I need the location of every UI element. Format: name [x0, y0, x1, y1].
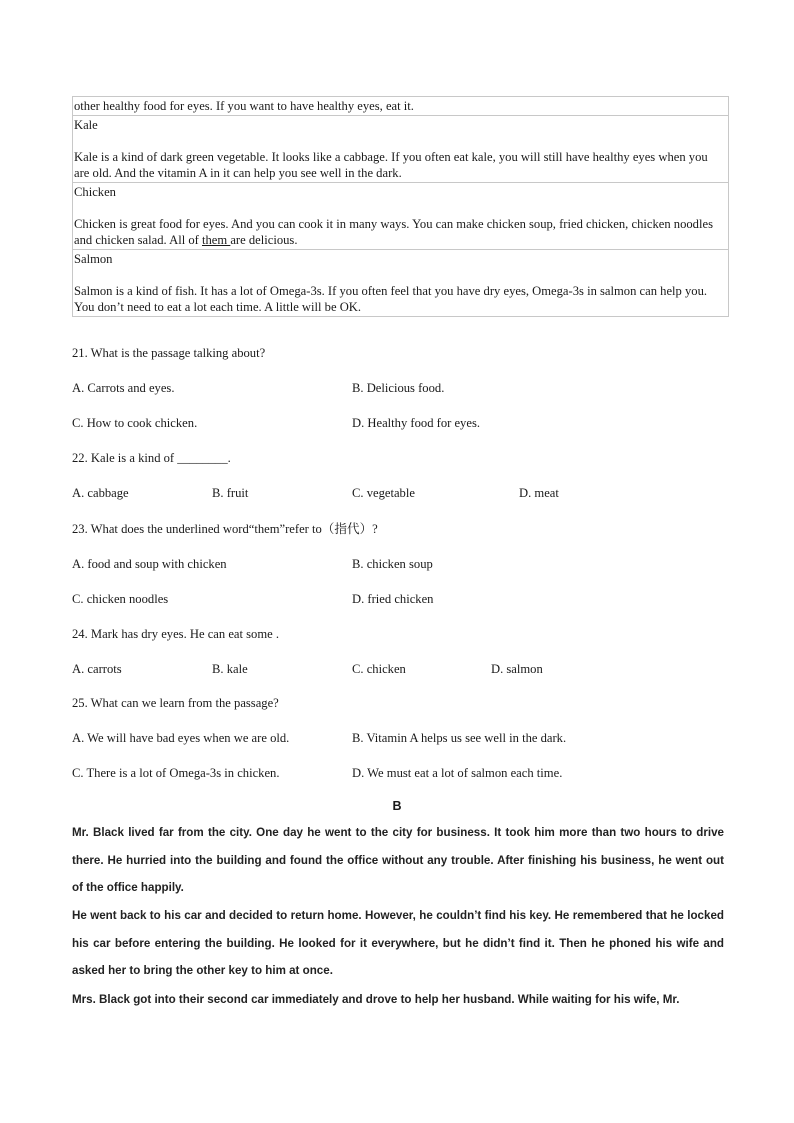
table-row — [73, 183, 729, 250]
row-title: Kale — [74, 118, 98, 132]
table-intro-cell: other healthy food for eyes. If you want to have healthy eyes, eat it. — [73, 97, 729, 116]
option-21-b[interactable]: B. Delicious food. — [352, 381, 445, 395]
option-21-d[interactable]: D. Healthy food for eyes. — [352, 416, 480, 430]
row-text: Chicken is great food for eyes. And you can cook it in many ways. You can make chicken soup, fried chicken, chicken noodles and chicken salad. All of — [74, 217, 713, 247]
passage-paragraph-1: Mr. Black lived far from the city. One day he went to the city for business. It took him more than two hours to drive there. He hurried into the building and found the office without any trouble. After finishing his business, he went out of the office happily. — [72, 826, 724, 894]
passage-paragraph-3: Mrs. Black got into their second car immediately and drove to help her husband. While waiting for his wife, Mr. — [72, 993, 680, 1006]
option-23-d[interactable]: D. fried chicken — [352, 592, 434, 606]
table-row — [73, 97, 729, 116]
option-22-d[interactable]: D. meat — [519, 486, 559, 500]
table-row — [73, 250, 729, 317]
option-22-b[interactable]: B. fruit — [212, 486, 249, 500]
option-25-a[interactable]: A. We will have bad eyes when we are old. — [72, 731, 290, 745]
passage-paragraph-2: He went back to his car and decided to return home. However, he couldn’t find his key. He remembered that he locked his car before entering the building. He looked for it everywhere, but he didn’t find it. Then he phoned his wife and asked her to bring the other key to him at once. — [72, 909, 724, 977]
table-cell-salmon — [73, 250, 729, 317]
question-23: 23. What does the underlined word“them”refer to（指代）? — [72, 522, 378, 536]
row-title: Salmon — [74, 252, 113, 266]
table-row — [73, 116, 729, 183]
row-text: Salmon is a kind of fish. It has a lot of Omega-3s. If you often feel that you have dry eyes, Omega-3s in salmon can help you. You don’t need to eat a lot each time. A little will be OK. — [74, 284, 708, 314]
option-21-a[interactable]: A. Carrots and eyes. — [72, 381, 175, 395]
row-title: Chicken — [74, 185, 116, 199]
option-22-a[interactable]: A. cabbage — [72, 486, 129, 500]
option-22-c[interactable]: C. vegetable — [352, 486, 415, 500]
food-info-table — [72, 96, 729, 317]
option-24-a[interactable]: A. carrots — [72, 662, 122, 676]
option-23-a[interactable]: A. food and soup with chicken — [72, 557, 227, 571]
option-24-b[interactable]: B. kale — [212, 662, 248, 676]
option-24-d[interactable]: D. salmon — [491, 662, 543, 676]
option-21-c[interactable]: C. How to cook chicken. — [72, 416, 198, 430]
option-23-b[interactable]: B. chicken soup — [352, 557, 433, 571]
table-cell-chicken — [73, 183, 729, 250]
option-25-d[interactable]: D. We must eat a lot of salmon each time. — [352, 766, 563, 780]
option-25-b[interactable]: B. Vitamin A helps us see well in the dark. — [352, 731, 567, 745]
section-heading-b: B — [392, 799, 402, 813]
question-24: 24. Mark has dry eyes. He can eat some . — [72, 627, 280, 641]
option-24-c[interactable]: C. chicken — [352, 662, 406, 676]
question-21: 21. What is the passage talking about? — [72, 346, 266, 360]
question-25: 25. What can we learn from the passage? — [72, 696, 279, 710]
underlined-word-them: them — [202, 233, 231, 247]
row-text: are delicious. — [230, 233, 298, 247]
table-cell-kale — [73, 116, 729, 183]
question-22: 22. Kale is a kind of ________. — [72, 451, 231, 465]
option-25-c[interactable]: C. There is a lot of Omega-3s in chicken. — [72, 766, 280, 780]
row-text: Kale is a kind of dark green vegetable. It looks like a cabbage. If you often eat kale, you will still have healthy eyes when you are old. And the vitamin A in it can help you see well in the dark. — [74, 150, 708, 180]
option-23-c[interactable]: C. chicken noodles — [72, 592, 169, 606]
